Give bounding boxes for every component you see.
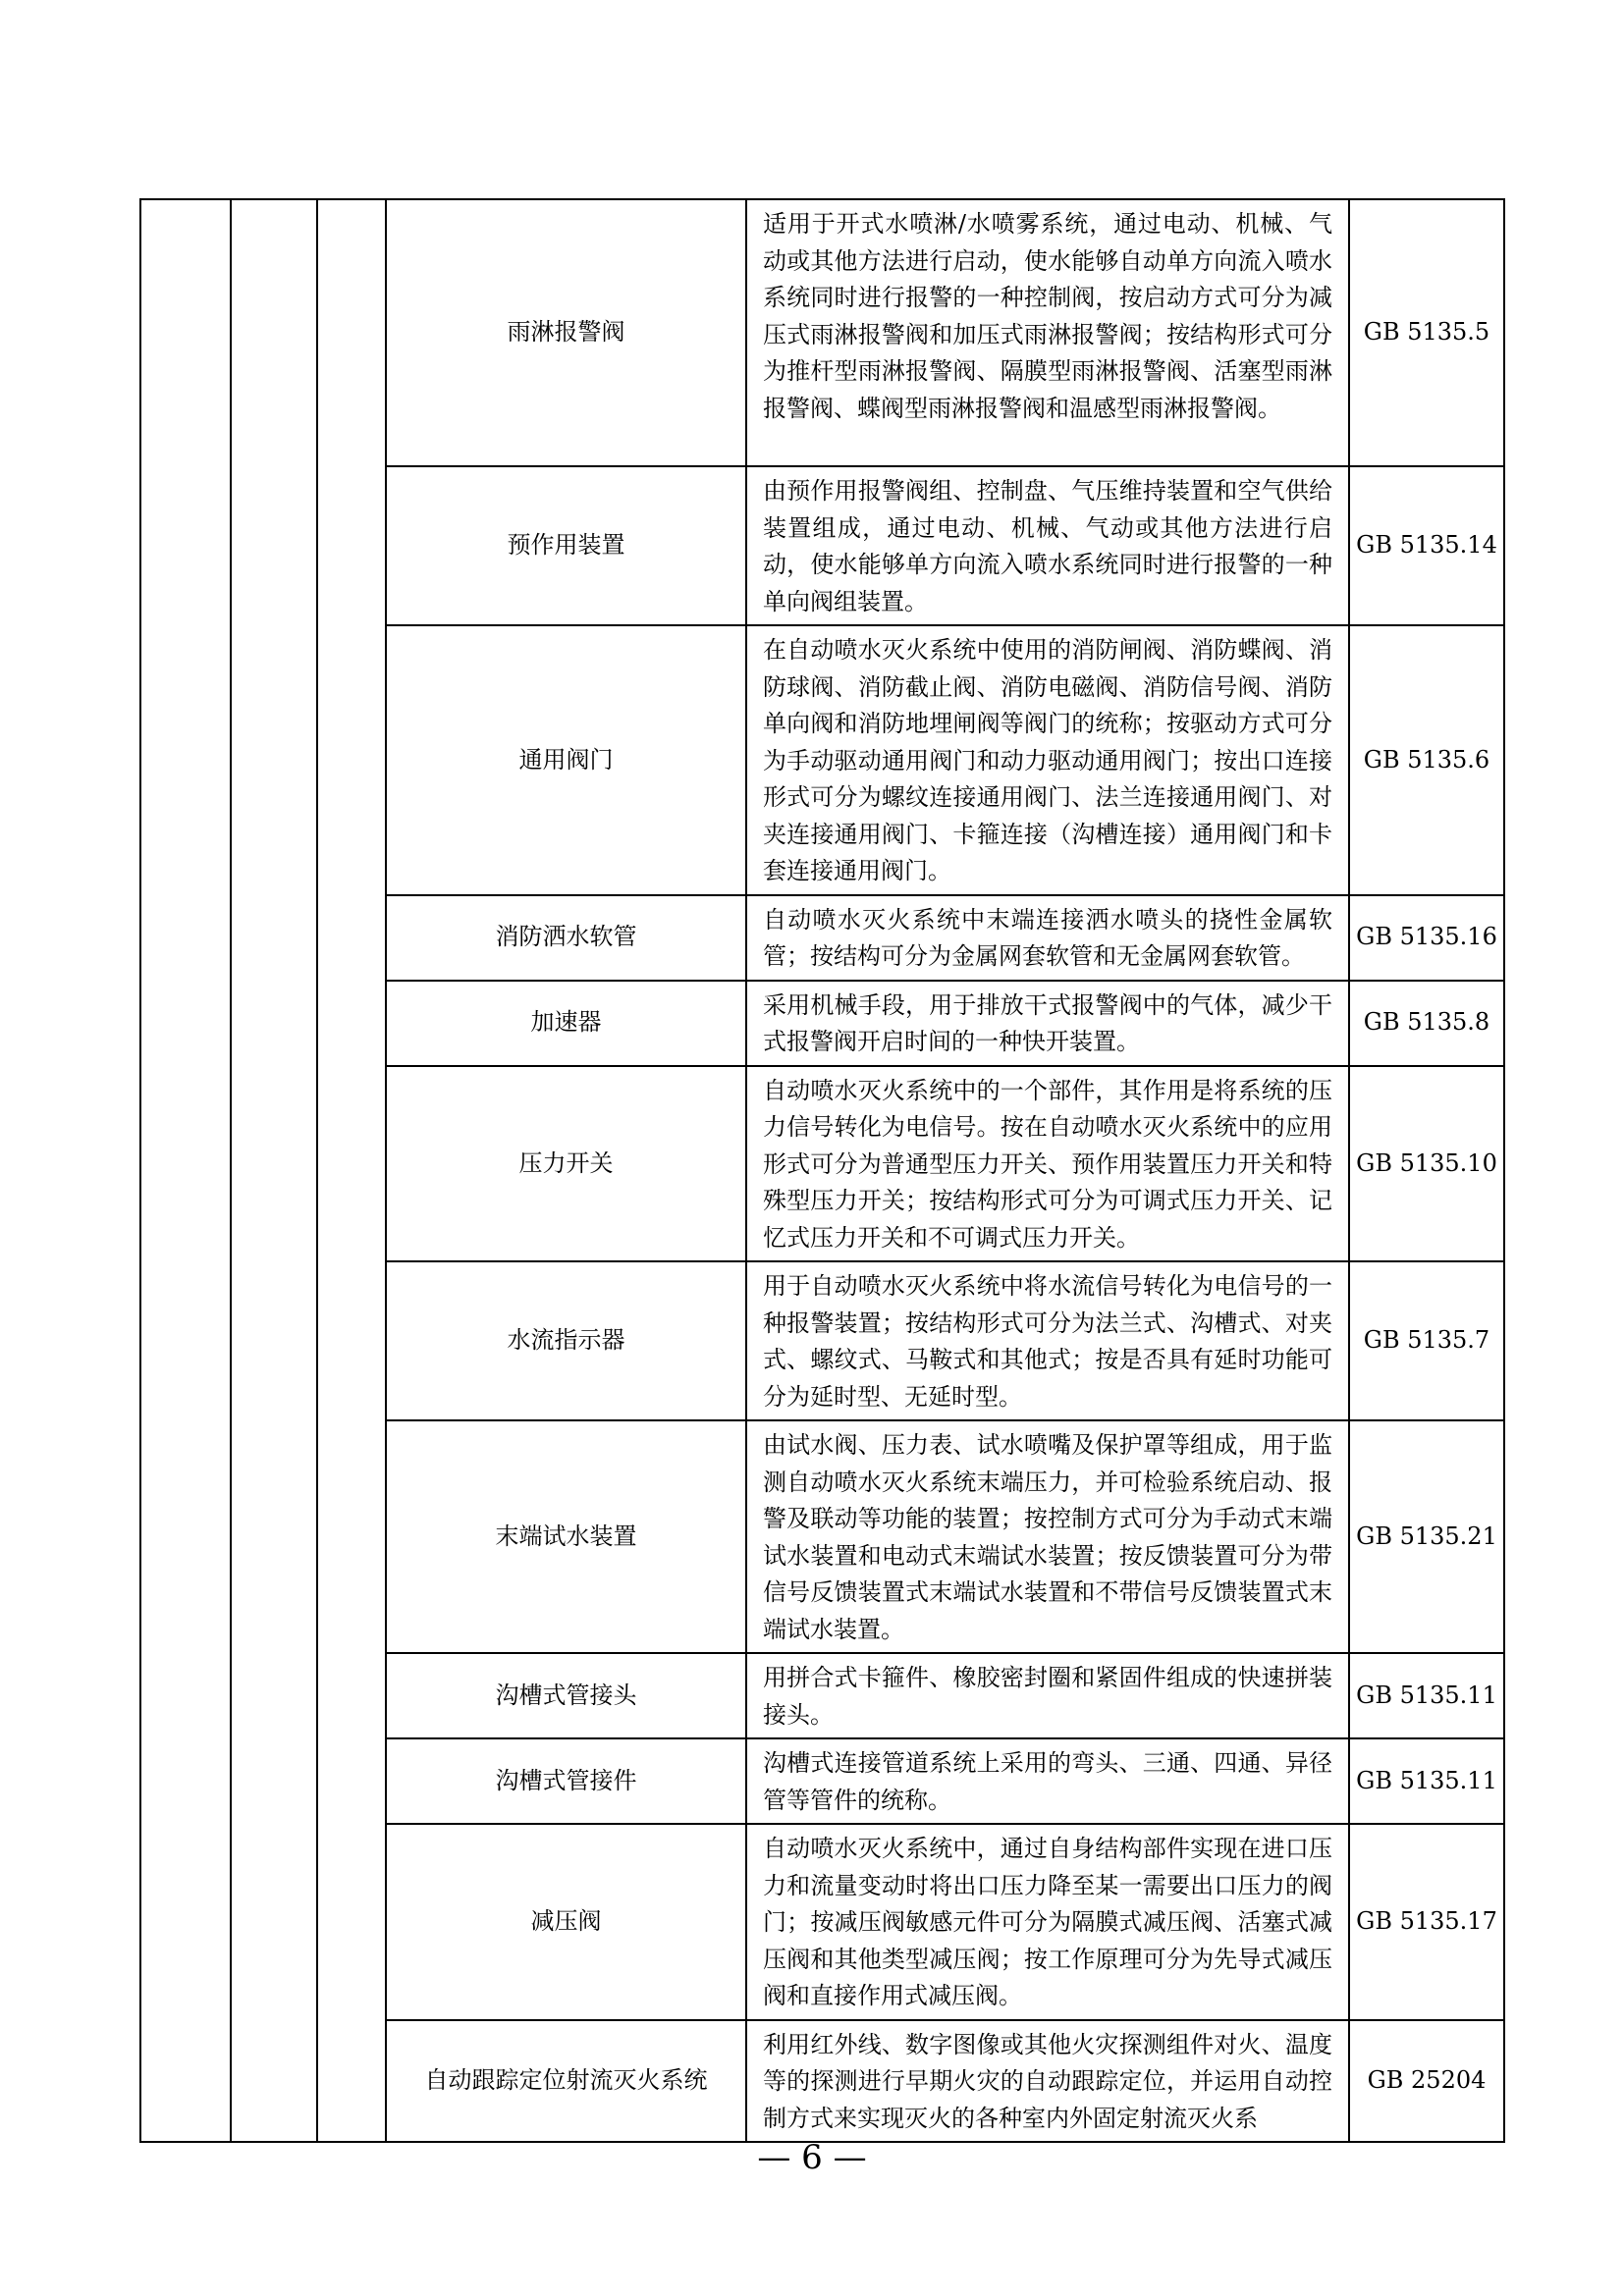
- product-description-cell: 由试水阀、压力表、试水喷嘴及保护罩等组成，用于监测自动喷水灭火系统末端压力，并可检验系统启动、报警及联动等功能的装置；按控制方式可分为手动式末端试水装置和电动式末端试水装置；按反馈装置可分为带信号反馈装置式末端试水装置和不带信号反馈装置式末端试水装置。: [746, 1420, 1349, 1653]
- product-description-cell: 用于自动喷水灭火系统中将水流信号转化为电信号的一种报警装置；按结构形式可分为法兰式、沟槽式、对夹式、螺纹式、马鞍式和其他式；按是否具有延时功能可分为延时型、无延时型。: [746, 1261, 1349, 1420]
- product-name-cell: 消防洒水软管: [386, 895, 746, 981]
- product-description-cell: 自动喷水灭火系统中末端连接洒水喷头的挠性金属软管；按结构可分为金属网套软管和无金属网套软管。: [746, 895, 1349, 981]
- standard-code-cell: GB 5135.11: [1349, 1738, 1504, 1824]
- product-description-cell: 用拼合式卡箍件、橡胶密封圈和紧固件组成的快速拼装接头。: [746, 1653, 1349, 1738]
- product-description-cell: 自动喷水灭火系统中的一个部件，其作用是将系统的压力信号转化为电信号。按在自动喷水灭火系统中的应用形式可分为普通型压力开关、预作用装置压力开关和特殊型压力开关；按结构形式可分为可调式压力开关、记忆式压力开关和不可调式压力开关。: [746, 1066, 1349, 1262]
- standard-code-cell: GB 5135.5: [1349, 199, 1504, 466]
- product-name-cell: 预作用装置: [386, 466, 746, 625]
- product-description-cell: 自动喷水灭火系统中，通过自身结构部件实现在进口压力和流量变动时将出口压力降至某一需要出口压力的阀门；按减压阀敏感元件可分为隔膜式减压阀、活塞式减压阀和其他类型减压阀；按工作原理可分为先导式减压阀和直接作用式减压阀。: [746, 1824, 1349, 2020]
- standard-code-cell: GB 5135.14: [1349, 466, 1504, 625]
- product-description-cell: 适用于开式水喷淋/水喷雾系统，通过电动、机械、气动或其他方法进行启动，使水能够自动单方向流入喷水系统同时进行报警的一种控制阀，按启动方式可分为减压式雨淋报警阀和加压式雨淋报警阀；按结构形式可分为推杆型雨淋报警阀、隔膜型雨淋报警阀、活塞型雨淋报警阀、蝶阀型雨淋报警阀和温感型雨淋报警阀。: [746, 199, 1349, 466]
- product-name-cell: 自动跟踪定位射流灭火系统: [386, 2020, 746, 2143]
- standard-code-cell: GB 5135.17: [1349, 1824, 1504, 2020]
- product-description-cell: 利用红外线、数字图像或其他火灾探测组件对火、温度等的探测进行早期火灾的自动跟踪定位，并运用自动控制方式来实现灭火的各种室内外固定射流灭火系: [746, 2020, 1349, 2143]
- product-name-cell: 加速器: [386, 981, 746, 1066]
- product-description-cell: 在自动喷水灭火系统中使用的消防闸阀、消防蝶阀、消防球阀、消防截止阀、消防电磁阀、消防信号阀、消防单向阀和消防地埋闸阀等阀门的统称；按驱动方式可分为手动驱动通用阀门和动力驱动通用阀门；按出口连接形式可分为螺纹连接通用阀门、法兰连接通用阀门、对夹连接通用阀门、卡箍连接（沟槽连接）通用阀门和卡套连接通用阀门。: [746, 625, 1349, 895]
- standard-code-cell: GB 5135.7: [1349, 1261, 1504, 1420]
- product-name-cell: 沟槽式管接件: [386, 1738, 746, 1824]
- blank-category-cell: [140, 199, 231, 2142]
- table-body: [140, 199, 1504, 2142]
- standard-code-cell: GB 25204: [1349, 2020, 1504, 2143]
- product-name-cell: 水流指示器: [386, 1261, 746, 1420]
- table-row: [140, 199, 1504, 466]
- page-number: — 6 —: [757, 2138, 867, 2177]
- product-description-cell: 由预作用报警阀组、控制盘、气压维持装置和空气供给装置组成，通过电动、机械、气动或其他方法进行启动，使水能够单方向流入喷水系统同时进行报警的一种单向阀组装置。: [746, 466, 1349, 625]
- product-name-cell: 沟槽式管接头: [386, 1653, 746, 1738]
- standard-code-cell: GB 5135.21: [1349, 1420, 1504, 1653]
- standard-code-cell: GB 5135.11: [1349, 1653, 1504, 1738]
- product-description-cell: 沟槽式连接管道系统上采用的弯头、三通、四通、异径管等管件的统称。: [746, 1738, 1349, 1824]
- standard-code-cell: GB 5135.10: [1349, 1066, 1504, 1262]
- standard-code-cell: GB 5135.16: [1349, 895, 1504, 981]
- standard-code-cell: GB 5135.8: [1349, 981, 1504, 1066]
- product-name-cell: 压力开关: [386, 1066, 746, 1262]
- standard-code-cell: GB 5135.6: [1349, 625, 1504, 895]
- blank-category-cell: [317, 199, 386, 2142]
- product-name-cell: 末端试水装置: [386, 1420, 746, 1653]
- product-name-cell: 通用阀门: [386, 625, 746, 895]
- product-name-cell: 雨淋报警阀: [386, 199, 746, 466]
- product-description-cell: 采用机械手段，用于排放干式报警阀中的气体，减少干式报警阀开启时间的一种快开装置。: [746, 981, 1349, 1066]
- standards-table: [139, 198, 1505, 2143]
- blank-category-cell: [231, 199, 317, 2142]
- product-name-cell: 减压阀: [386, 1824, 746, 2020]
